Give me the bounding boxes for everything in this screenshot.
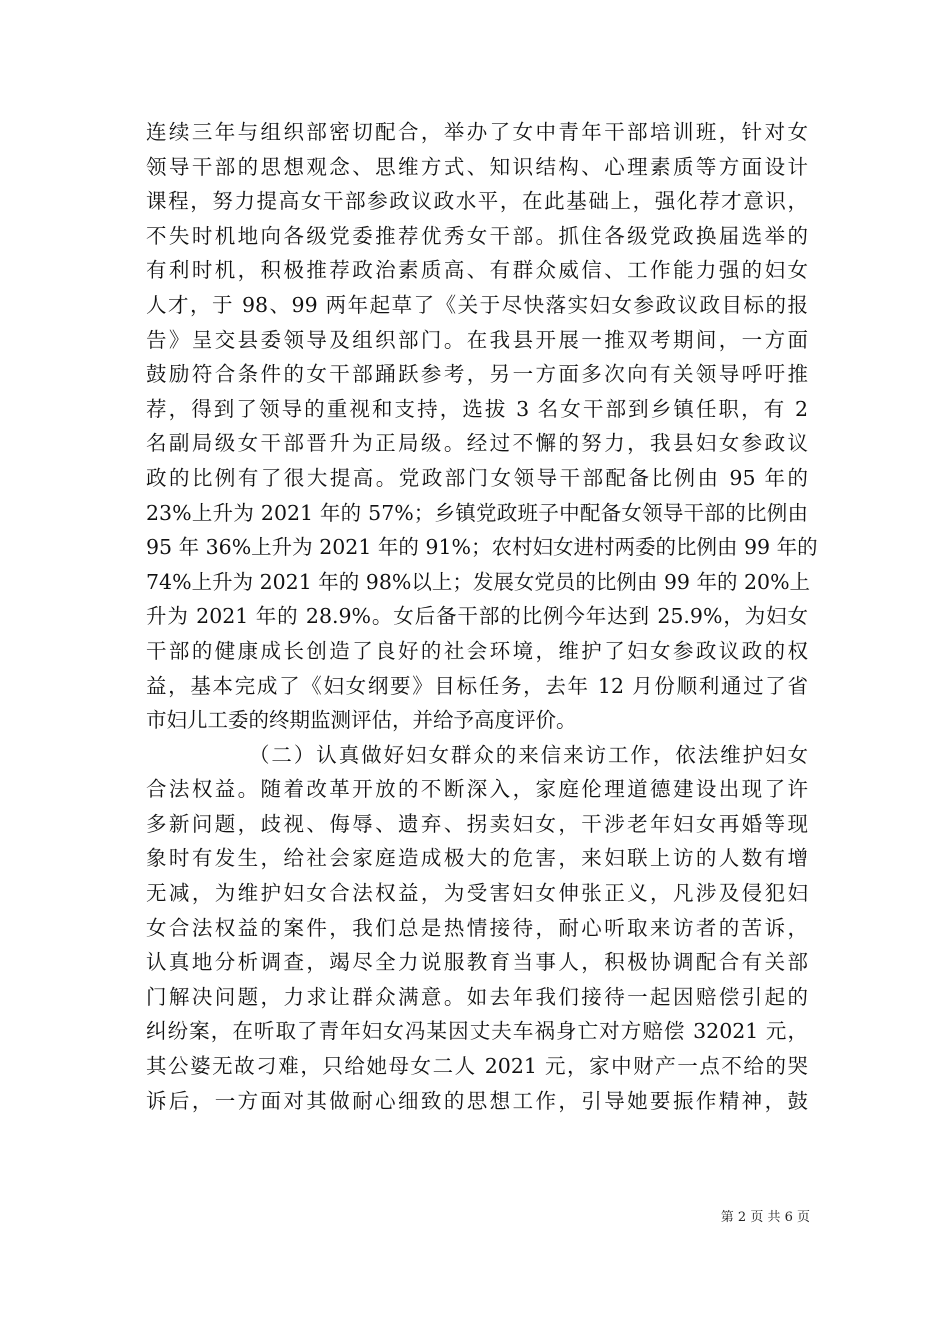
text-line: 74%上升为 2021 年的 98%以上；发展女党员的比例由 99 年的 20%上: [146, 569, 811, 594]
text-line: 不失时机地向各级党委推荐优秀女干部。抓住各级党政换届选举的: [146, 223, 808, 248]
text-line: 益，基本完成了《妇女纲要》目标任务，去年 12 月份顺利通过了省: [146, 673, 808, 698]
text-line: 其公婆无故刁难，只给她母女二人 2021 元，家中财产一点不给的哭: [146, 1054, 808, 1079]
text-line: 象时有发生，给社会家庭造成极大的危害，来妇联上访的人数有增: [146, 846, 808, 871]
page-number: 第 2 页 共 6 页: [720, 1210, 810, 1225]
text-line: 人才，于 98、99 两年起草了《关于尽快落实妇女参政议政目标的报: [146, 292, 808, 317]
text-line: 连续三年与组织部密切配合，举办了女中青年干部培训班，针对女: [146, 120, 808, 144]
text-line: 名副局级女干部晋升为正局级。经过不懈的努力，我县妇女参政议: [146, 431, 808, 456]
text-line: 95 年 36%上升为 2021 年的 91%；农村妇女进村两委的比例由 99 年的: [146, 535, 818, 560]
section-heading-line: （二）认真做好妇女群众的来信来访工作，依法维护妇女: [249, 742, 808, 767]
text-line: 多新问题，歧视、侮辱、遗弃、拐卖妇女，干涉老年妇女再婚等现: [146, 811, 808, 836]
text-line: 课程，努力提高女干部参政议政水平，在此基础上，强化荐才意识，: [146, 189, 808, 214]
text-line: 干部的健康成长创造了良好的社会环境，维护了妇女参政议政的权: [146, 638, 808, 663]
text-line: 有利时机，积极推荐政治素质高、有群众威信、工作能力强的妇女: [146, 258, 808, 283]
text-line: 认真地分析调查，竭尽全力说服教育当事人，积极协调配合有关部: [146, 950, 808, 975]
text-line: 23%上升为 2021 年的 57%；乡镇党政班子中配备女领导干部的比例由: [146, 500, 808, 525]
text-line: 荐，得到了领导的重视和支持，选拔 3 名女干部到乡镇任职，有 2: [146, 396, 808, 421]
text-line: 女合法权益的案件，我们总是热情接待，耐心听取来访者的苦诉，: [146, 915, 808, 940]
text-line: 门解决问题，力求让群众满意。如去年我们接待一起因赔偿引起的: [146, 984, 808, 1009]
text-line: 告》呈交县委领导及组织部门。在我县开展一推双考期间，一方面: [146, 327, 808, 352]
text-line: 纠纷案，在听取了青年妇女冯某因丈夫车祸身亡对方赔偿 32021 元，: [146, 1019, 808, 1044]
text-line: 鼓励符合条件的女干部踊跃参考，另一方面多次向有关领导呼吁推: [146, 362, 808, 387]
text-line: 政的比例有了很大提高。党政部门女领导干部配备比例由 95 年的: [146, 465, 808, 490]
body-text: [146, 115, 818, 1118]
text-line: 领导干部的思想观念、思维方式、知识结构、心理素质等方面设计: [146, 154, 808, 179]
text-line: 诉后，一方面对其做耐心细致的思想工作，引导她要振作精神，鼓: [146, 1088, 808, 1113]
text-line: 无减，为维护妇女合法权益，为受害妇女伸张正义，凡涉及侵犯妇: [146, 881, 808, 906]
paragraph-end-line: 市妇儿工委的终期监测评估，并给予高度评价。: [146, 708, 577, 733]
text-line: 升为 2021 年的 28.9%。女后备干部的比例今年达到 25.9%，为妇女: [146, 604, 808, 629]
text-line: 合法权益。随着改革开放的不断深入，家庭伦理道德建设出现了许: [146, 777, 808, 802]
